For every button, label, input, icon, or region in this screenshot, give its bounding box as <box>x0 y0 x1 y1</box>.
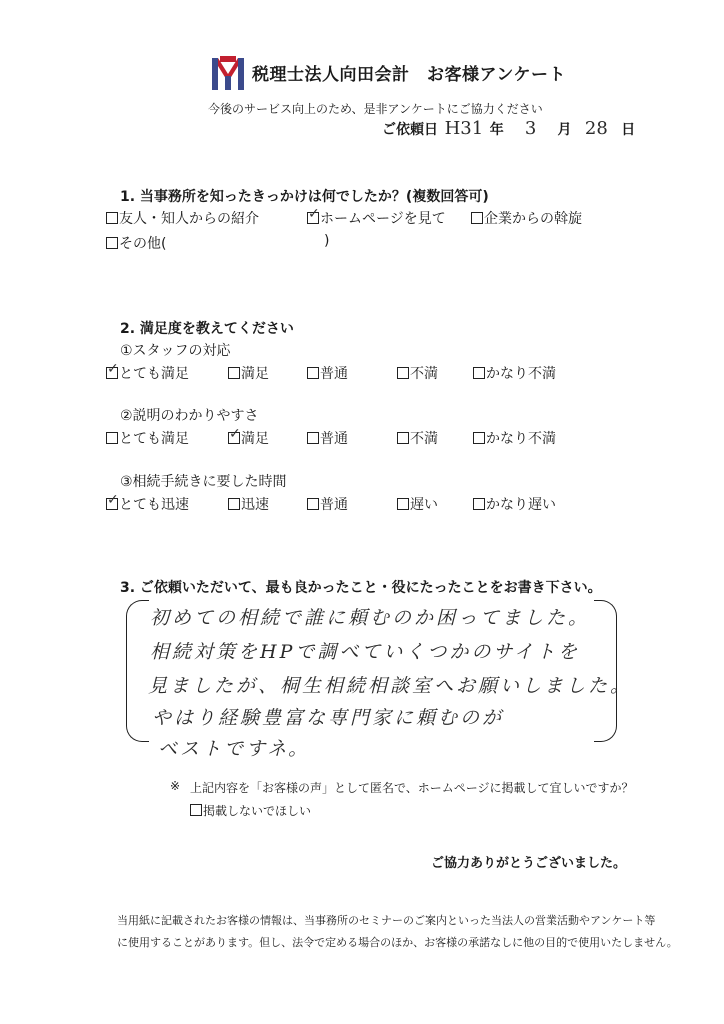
checkbox[interactable] <box>471 212 483 224</box>
answer-bracket-left <box>126 600 149 742</box>
q2-sub3-opt1[interactable] <box>106 494 189 514</box>
date-day[interactable]: 28 <box>584 118 608 139</box>
checkbox[interactable] <box>307 498 319 510</box>
answer-line-3[interactable]: 見ましたが、桐生相続相談室へお願いしました。 <box>148 675 633 697</box>
option-label: 普通 <box>320 431 348 447</box>
footer-line-1: 当用紙に記載されたお客様の情報は、当事務所のセミナーのご案内といった当法人の営業活動やアンケート等 <box>117 914 656 927</box>
q2-sub1-opt5[interactable] <box>473 363 556 383</box>
option-label: とても満足 <box>119 366 189 382</box>
checkbox[interactable] <box>307 367 319 379</box>
option-label: とても迅速 <box>119 497 189 513</box>
option-label: その他( <box>119 236 167 252</box>
checkbox-checked[interactable] <box>307 212 319 224</box>
option-label: 企業からの斡旋 <box>484 211 582 227</box>
q1-option-other[interactable] <box>106 233 166 253</box>
option-label: 満足 <box>241 366 269 382</box>
q2-sub3-opt4[interactable] <box>397 494 438 514</box>
answer-line-4[interactable]: やはり経験豊富な専門家に頼むのが <box>152 707 505 729</box>
q2-sub1-opt1[interactable] <box>106 363 189 383</box>
q2-question: 2. 満足度を教えてください <box>120 321 294 337</box>
consent-option[interactable] <box>190 802 311 819</box>
q3-question: 3. ご依頼いただいて、最も良かったこと・役にたったことをお書き下さい。 <box>120 580 602 596</box>
checkbox[interactable] <box>397 367 409 379</box>
option-label: 友人・知人からの紹介 <box>119 211 259 227</box>
q2-sub3-opt5[interactable] <box>473 494 556 514</box>
option-label: とても満足 <box>119 431 189 447</box>
q2-sub3-opt3[interactable] <box>307 494 348 514</box>
q1-option-company[interactable] <box>471 208 582 228</box>
checkbox[interactable] <box>106 212 118 224</box>
q1-option-referral[interactable] <box>106 208 259 228</box>
q1-other-close: ) <box>324 233 330 249</box>
checkbox-checked[interactable] <box>228 432 240 444</box>
option-label: かなり不満 <box>486 431 556 447</box>
answer-line-5[interactable]: ベストですネ。 <box>158 738 311 760</box>
company-logo <box>212 56 244 90</box>
answer-line-2[interactable]: 相続対策をHPで調べていくつかのサイトを <box>150 641 581 663</box>
checkbox[interactable] <box>228 367 240 379</box>
page-subtitle: 今後のサービス向上のため、是非アンケートにご協力ください <box>208 102 543 116</box>
thanks-message: ご協力ありがとうございました。 <box>431 856 627 871</box>
option-label: 迅速 <box>241 497 269 513</box>
option-label: 不満 <box>410 431 438 447</box>
checkbox[interactable] <box>397 498 409 510</box>
year-label: 年 <box>489 122 504 138</box>
q2-sub3-title: ③相続手続きに要した時間 <box>120 474 287 490</box>
checkbox[interactable] <box>473 498 485 510</box>
month-label: 月 <box>557 122 572 138</box>
option-label: 普通 <box>320 366 348 382</box>
option-label: 掲載しないでほしい <box>203 804 312 818</box>
q2-sub2-opt1[interactable] <box>106 428 189 448</box>
checkbox[interactable] <box>473 367 485 379</box>
option-label: ホームページを見て <box>320 211 446 227</box>
date-month[interactable]: 3 <box>524 118 537 139</box>
option-label: 遅い <box>410 497 438 513</box>
checkbox[interactable] <box>397 432 409 444</box>
q2-sub2-title: ②説明のわかりやすさ <box>120 408 259 424</box>
checkbox[interactable] <box>106 237 118 249</box>
answer-line-1[interactable]: 初めての相続で誰に頼むのか困ってました。 <box>150 607 591 629</box>
checkbox[interactable] <box>473 432 485 444</box>
q2-sub3-opt2[interactable] <box>228 494 269 514</box>
option-label: かなり不満 <box>486 366 556 382</box>
q2-sub2-opt4[interactable] <box>397 428 438 448</box>
checkbox[interactable] <box>228 498 240 510</box>
checkbox[interactable] <box>106 432 118 444</box>
checkbox-checked[interactable] <box>106 367 118 379</box>
consent-mark: ※ <box>170 779 181 793</box>
date-era-year[interactable]: H31 <box>444 118 484 139</box>
q1-question: 1. 当事務所を知ったきっかけは何でしたか？(複数回答可) <box>120 189 489 205</box>
option-label: 不満 <box>410 366 438 382</box>
consent-question: 上記内容を「お客様の声」として匿名で、ホームページに掲載して宜しいですか？ <box>190 781 634 795</box>
q2-sub1-opt4[interactable] <box>397 363 438 383</box>
request-date <box>382 118 635 139</box>
date-label: ご依頼日 <box>382 122 438 138</box>
checkbox[interactable] <box>307 432 319 444</box>
q2-sub2-opt3[interactable] <box>307 428 348 448</box>
day-label: 日 <box>621 122 636 138</box>
q2-sub1-opt2[interactable] <box>228 363 269 383</box>
page-title: 税理士法人向田会計 お客様アンケート <box>252 65 566 85</box>
footer-line-2: に使用することがあります。但し、法令で定める場合のほか、お客様の承諾なしに他の目的で使用いたしません。 <box>117 936 678 949</box>
q2-sub1-title: ①スタッフの対応 <box>120 343 231 359</box>
option-label: かなり遅い <box>486 497 556 513</box>
checkbox[interactable] <box>190 804 202 816</box>
q1-option-homepage[interactable] <box>307 208 446 228</box>
q2-sub1-opt3[interactable] <box>307 363 348 383</box>
q2-sub2-opt2[interactable] <box>228 428 269 448</box>
q2-sub2-opt5[interactable] <box>473 428 556 448</box>
checkbox-checked[interactable] <box>106 498 118 510</box>
option-label: 満足 <box>241 431 269 447</box>
option-label: 普通 <box>320 497 348 513</box>
